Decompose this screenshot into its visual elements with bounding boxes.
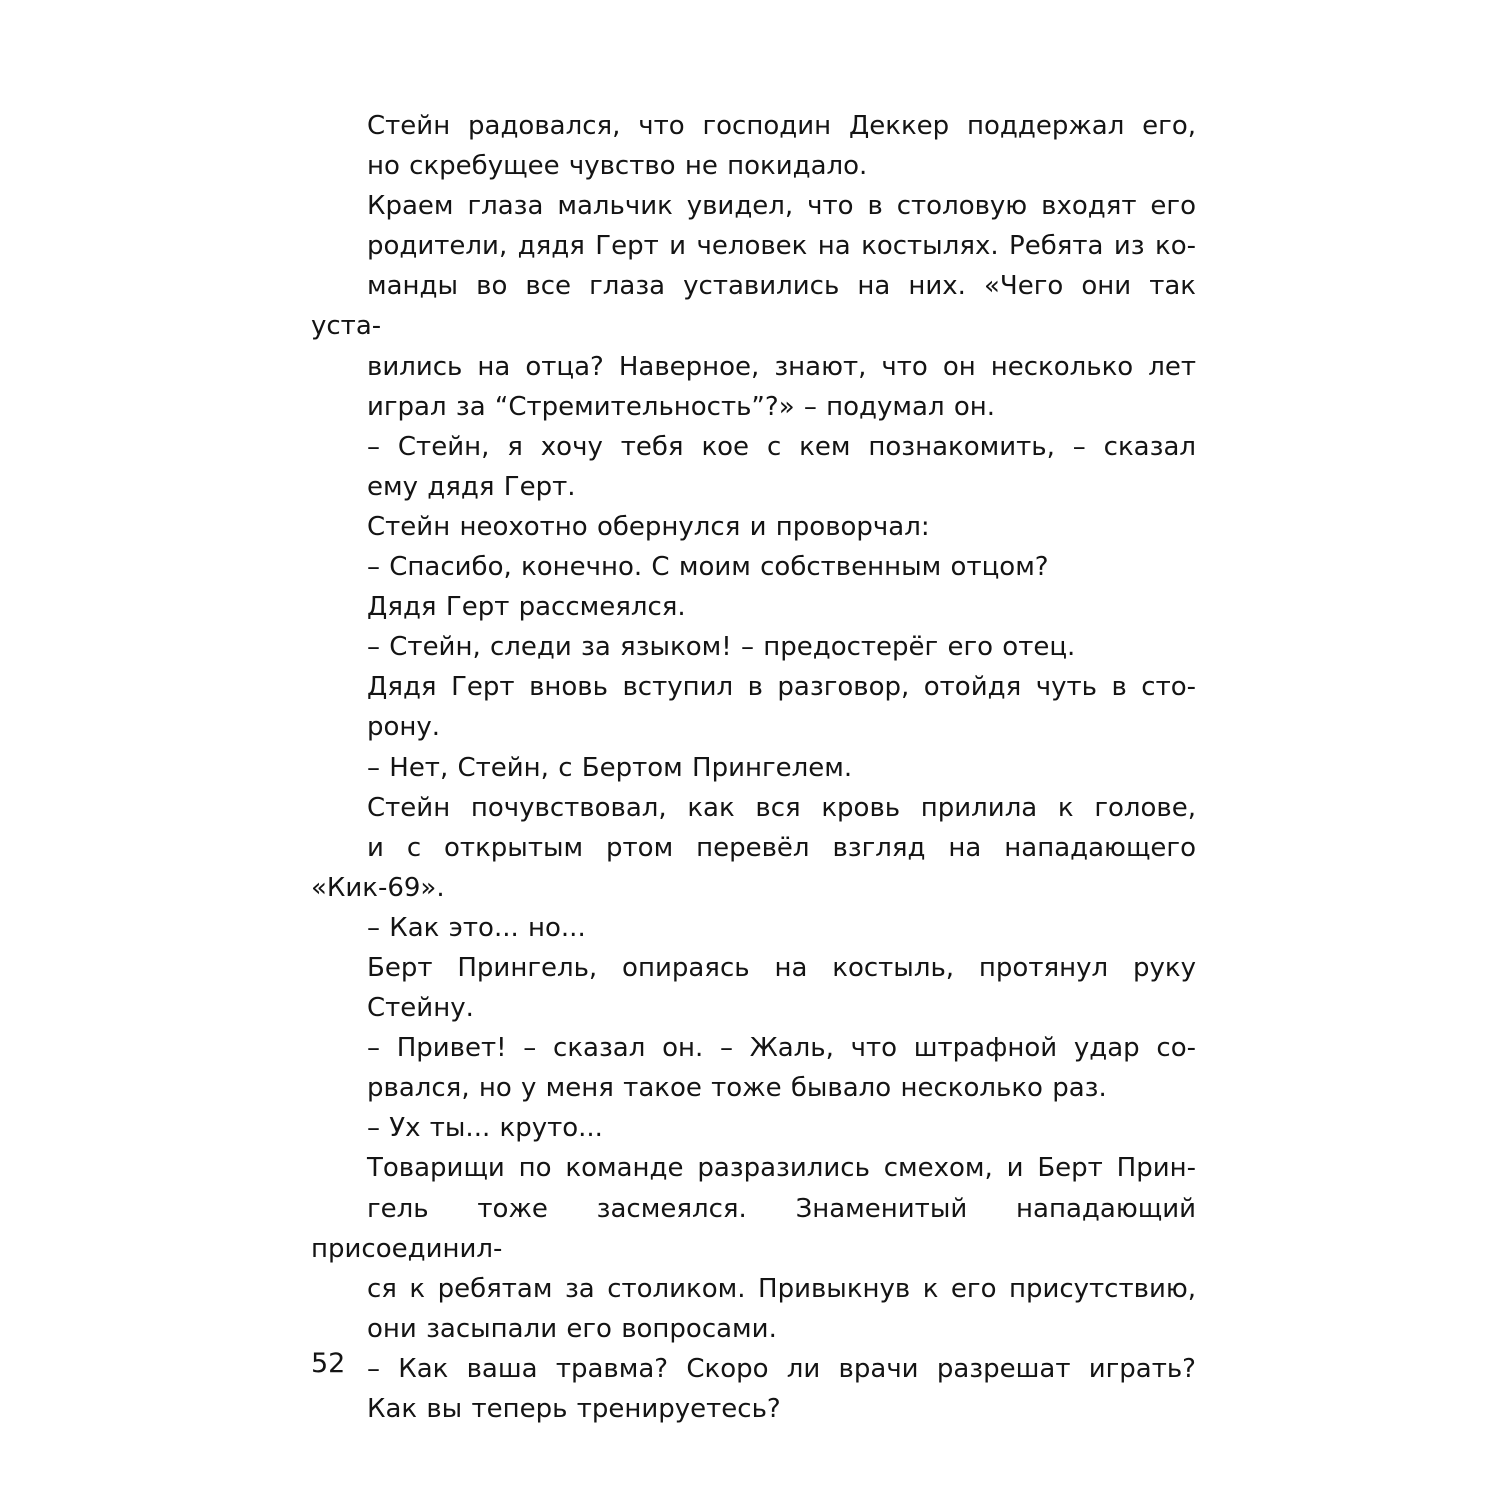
paragraph bbox=[311, 1148, 1196, 1348]
paragraph bbox=[311, 948, 1196, 1028]
text-line: но скребущее чувство не покидало. bbox=[367, 151, 868, 182]
paragraph bbox=[311, 748, 1196, 788]
text-line: Стейн неохотно обернулся и проворчал: bbox=[367, 511, 930, 542]
text-line: Стейн почувствовал, как вся кровь прилила к голове, bbox=[367, 792, 1196, 823]
text-line: вились на отца? Наверное, знают, что он несколько лет bbox=[367, 351, 1196, 382]
paragraph bbox=[311, 186, 1196, 427]
text-line: родители, дядя Герт и человек на костылях. Ребята из ко- bbox=[367, 231, 1196, 262]
paragraph bbox=[311, 667, 1196, 747]
paragraph bbox=[311, 1108, 1196, 1148]
text-line: Дядя Герт рассмеялся. bbox=[367, 592, 686, 623]
paragraph bbox=[311, 788, 1196, 908]
text-line: – Ух ты... круто... bbox=[367, 1113, 603, 1144]
text-line: Стейну. bbox=[367, 993, 474, 1024]
text-line: – Спасибо, конечно. С моим собственным отцом? bbox=[367, 552, 1049, 583]
text-line: рвался, но у меня такое тоже бывало несколько раз. bbox=[367, 1073, 1107, 1104]
paragraph bbox=[311, 507, 1196, 547]
text-line: – Привет! – сказал он. – Жаль, что штрафной удар со- bbox=[367, 1033, 1196, 1064]
paragraph bbox=[311, 427, 1196, 507]
paragraph bbox=[311, 627, 1196, 667]
page-number: 52 bbox=[311, 1348, 346, 1379]
paragraph bbox=[311, 106, 1196, 186]
text-line: – Нет, Стейн, с Бертом Прингелем. bbox=[367, 752, 853, 783]
text-line: манды во все глаза уставились на них. «Чего они так уста- bbox=[311, 271, 1196, 342]
paragraph bbox=[311, 587, 1196, 627]
text-line: играл за “Стремительность”?» – подумал он. bbox=[367, 391, 996, 422]
text-line: гель тоже засмеялся. Знаменитый нападающий присоединил- bbox=[311, 1193, 1196, 1264]
text-line: они засыпали его вопросами. bbox=[367, 1313, 777, 1344]
text-line: Стейн радовался, что господин Деккер поддержал его, bbox=[367, 111, 1196, 141]
text-line: Товарищи по команде разразились смехом, и Берт Прин- bbox=[367, 1153, 1196, 1184]
text-line: Краем глаза мальчик увидел, что в столовую входят его bbox=[367, 191, 1196, 222]
text-line: – Стейн, я хочу тебя кое с кем познакомить, – сказал bbox=[367, 431, 1196, 462]
text-line: ему дядя Герт. bbox=[367, 471, 576, 502]
paragraph bbox=[311, 908, 1196, 948]
text-line: и с открытым ртом перевёл взгляд на нападающего «Кик-69». bbox=[311, 832, 1196, 903]
text-line: Дядя Герт вновь вступил в разговор, отойдя чуть в сто- bbox=[367, 672, 1196, 703]
text-line: – Как это... но... bbox=[367, 912, 586, 943]
body-text bbox=[311, 106, 1196, 1429]
text-line: ся к ребятам за столиком. Привыкнув к его присутствию, bbox=[367, 1273, 1196, 1304]
text-line: – Как ваша травма? Скоро ли врачи разрешат играть? bbox=[367, 1353, 1196, 1384]
text-line: Как вы теперь тренируетесь? bbox=[367, 1394, 781, 1424]
paragraph bbox=[311, 1349, 1196, 1429]
text-line: рону. bbox=[367, 712, 441, 743]
paragraph bbox=[311, 1028, 1196, 1108]
text-line: – Стейн, следи за языком! – предостерёг его отец. bbox=[367, 632, 1076, 663]
text-line: Берт Прингель, опираясь на костыль, протянул руку bbox=[367, 952, 1196, 983]
paragraph bbox=[311, 547, 1196, 587]
